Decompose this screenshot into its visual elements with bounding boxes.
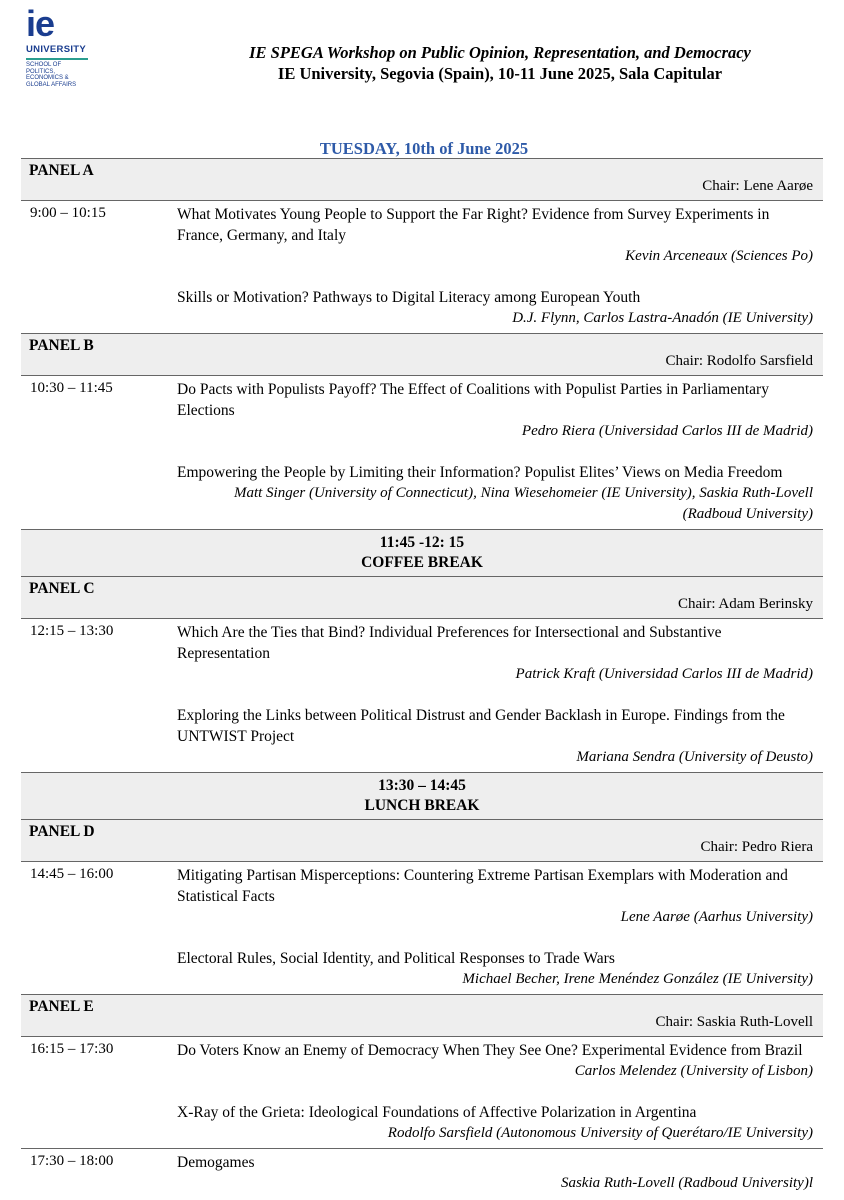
session-papers	[177, 201, 823, 334]
paper-title: Electoral Rules, Social Identity, and Political Responses to Trade Wars	[177, 950, 615, 967]
panel-header-row	[21, 159, 823, 201]
paper	[177, 865, 813, 928]
break-label: COFFEE BREAK	[361, 554, 483, 571]
paper	[177, 948, 813, 990]
logo-brand: ie	[26, 3, 55, 44]
session-time: 16:15 – 17:30	[21, 1037, 177, 1149]
paper-authors: Carlos Melendez (University of Lisbon)	[574, 1063, 813, 1079]
session-time: 9:00 – 10:15	[21, 201, 177, 334]
session-row	[21, 1037, 823, 1149]
break-row	[21, 773, 823, 820]
session-time: 17:30 – 18:00	[21, 1149, 177, 1199]
panel-header-row	[21, 577, 823, 619]
session-row	[21, 619, 823, 773]
session-papers	[177, 1149, 823, 1199]
paper-authors: Kevin Arceneaux (Sciences Po)	[625, 248, 813, 264]
logo-university: UNIVERSITY	[26, 44, 87, 55]
paper-authors: Rodolfo Sarsfield (Autonomous University of Querétaro/IE University)	[387, 1125, 813, 1141]
session-row	[21, 862, 823, 995]
paper-authors: Patrick Kraft (Universidad Carlos III de Madrid)	[515, 666, 813, 682]
session-papers	[177, 1037, 823, 1149]
session-row	[21, 201, 823, 334]
panel-name: PANEL D	[29, 823, 95, 840]
paper-title: Skills or Motivation? Pathways to Digital Literacy among European Youth	[177, 289, 641, 306]
paper-authors: Saskia Ruth-Lovell (Radboud University)l	[560, 1175, 813, 1191]
session-papers	[177, 376, 823, 530]
document-header	[200, 42, 800, 84]
logo-divider	[26, 58, 88, 60]
paper-gap	[177, 928, 813, 948]
session-time: 14:45 – 16:00	[21, 862, 177, 995]
paper	[177, 622, 813, 685]
break-label: LUNCH BREAK	[364, 797, 480, 814]
workshop-title: IE SPEGA Workshop on Public Opinion, Representation, and Democracy	[249, 43, 751, 62]
paper-authors: D.J. Flynn, Carlos Lastra-Anadón (IE University)	[512, 310, 813, 326]
paper-gap	[177, 267, 813, 287]
panel-header-row	[21, 334, 823, 376]
logo-school	[26, 62, 88, 88]
panel-name: PANEL C	[29, 580, 95, 597]
logo-school-line: ECONOMICS &	[26, 75, 69, 82]
workshop-venue: IE University, Segovia (Spain), 10-11 June 2025, Sala Capitular	[277, 64, 723, 83]
paper	[177, 287, 813, 329]
session-time: 10:30 – 11:45	[21, 376, 177, 530]
paper-gap	[177, 685, 813, 705]
paper-gap	[177, 442, 813, 462]
paper-title: What Motivates Young People to Support the Far Right? Evidence from Survey Experiments in France, Germany, and Italy	[177, 206, 770, 244]
session-row	[21, 1149, 823, 1199]
session-papers	[177, 862, 823, 995]
paper	[177, 462, 813, 525]
panel-header-row	[21, 995, 823, 1037]
paper-authors: Mariana Sendra (University of Deusto)	[576, 749, 813, 765]
panel-chair: Chair: Rodolfo Sarsfield	[665, 353, 813, 369]
panel-name: PANEL E	[29, 998, 94, 1015]
panel-name: PANEL A	[29, 162, 94, 179]
paper-authors: Pedro Riera (Universidad Carlos III de Madrid)	[521, 423, 813, 439]
break-time: 11:45 -12: 15	[379, 534, 465, 551]
session-time: 12:15 – 13:30	[21, 619, 177, 773]
logo-school-line: POLITICS,	[26, 68, 56, 75]
paper	[177, 379, 813, 442]
break-row	[21, 530, 823, 577]
paper-title: Which Are the Ties that Bind? Individual Preferences for Intersectional and Substantive Representation	[177, 624, 722, 662]
ie-university-logo	[26, 3, 96, 88]
day-heading: TUESDAY, 10th of June 2025	[319, 139, 529, 158]
paper	[177, 1102, 813, 1144]
paper	[177, 1040, 813, 1082]
schedule-table	[21, 158, 823, 1198]
session-row	[21, 376, 823, 530]
panel-chair: Chair: Lene Aarøe	[702, 178, 813, 194]
paper-title: Empowering the People by Limiting their Information? Populist Elites’ Views on Media Freedom	[177, 464, 783, 481]
panel-header-row	[21, 820, 823, 862]
paper-title: Do Voters Know an Enemy of Democracy When They See One? Experimental Evidence from Brazil	[177, 1042, 803, 1059]
paper-title: Exploring the Links between Political Distrust and Gender Backlash in Europe. Findings from the UNTWIST Project	[177, 707, 785, 745]
panel-name: PANEL B	[29, 337, 94, 354]
paper	[177, 204, 813, 267]
logo-school-line: GLOBAL AFFAIRS	[26, 81, 77, 88]
paper	[177, 1152, 813, 1194]
panel-chair: Chair: Saskia Ruth-Lovell	[655, 1014, 813, 1030]
paper-title: Do Pacts with Populists Payoff? The Effect of Coalitions with Populist Parties in Parliamentary Elections	[177, 381, 769, 419]
break-time: 13:30 – 14:45	[378, 777, 466, 794]
paper-authors: Michael Becher, Irene Menéndez González (IE University)	[462, 971, 813, 987]
logo-school-line: SCHOOL OF	[26, 62, 62, 68]
session-papers	[177, 619, 823, 773]
paper-title: X-Ray of the Grieta: Ideological Foundations of Affective Polarization in Argentina	[177, 1104, 697, 1121]
paper-authors: Lene Aarøe (Aarhus University)	[620, 909, 813, 925]
paper-title: Demogames	[177, 1154, 255, 1171]
panel-chair: Chair: Adam Berinsky	[678, 596, 813, 612]
panel-chair: Chair: Pedro Riera	[700, 839, 813, 855]
paper-gap	[177, 1082, 813, 1102]
paper	[177, 705, 813, 768]
paper-title: Mitigating Partisan Misperceptions: Countering Extreme Partisan Exemplars with Moderation and Statistical Facts	[177, 867, 788, 905]
paper-authors: Matt Singer (University of Connecticut), Nina Wiesehomeier (IE University), Saskia Ruth-Lovell (Radboud University)	[233, 485, 813, 522]
